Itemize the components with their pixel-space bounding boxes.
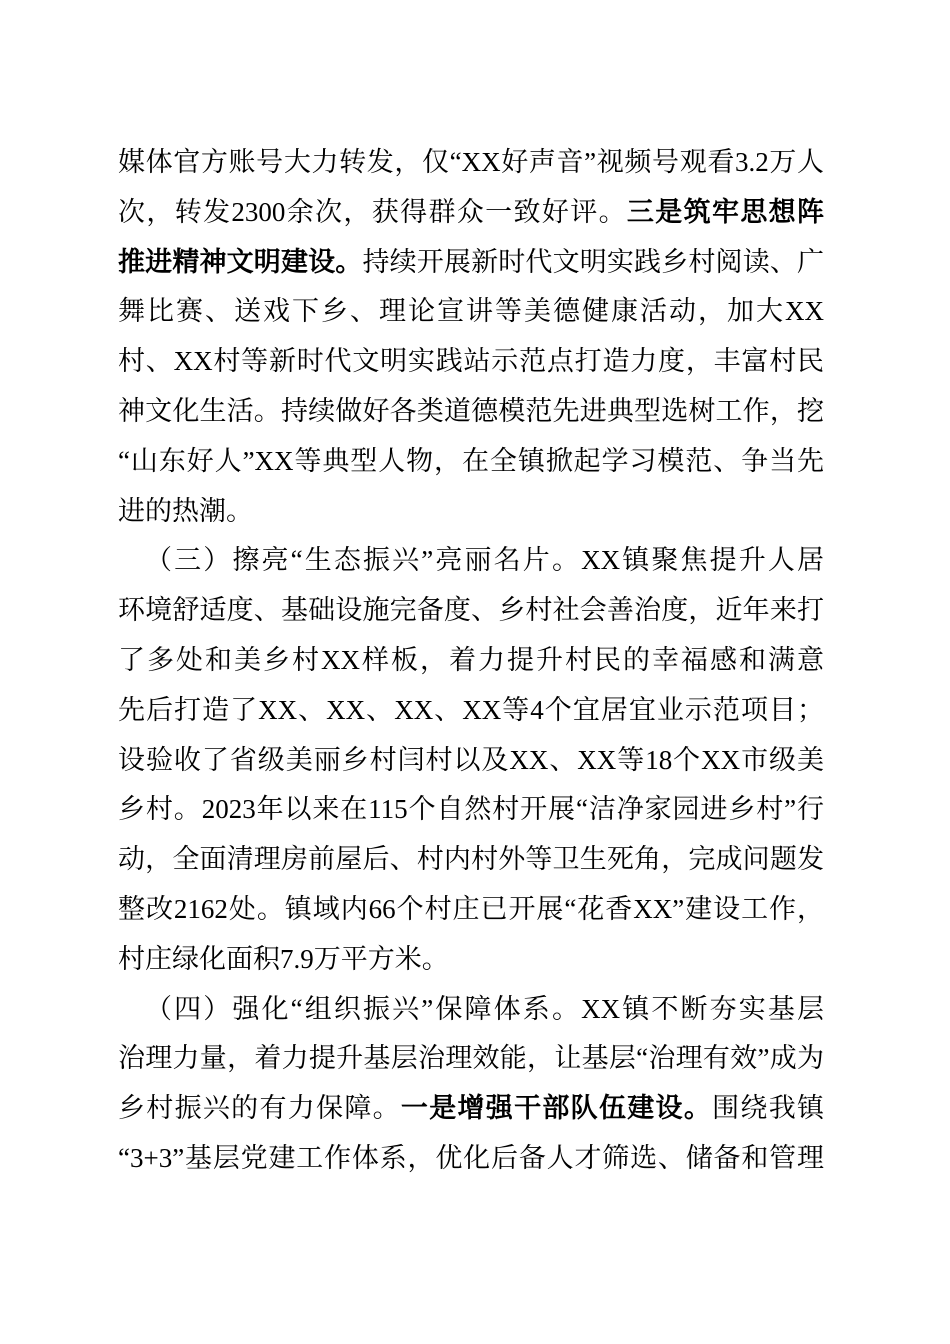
bold-heading-text: 推进精神文明建设。 [118,246,363,277]
text-line [118,736,824,786]
text-line [118,138,824,188]
body-text: 了多处和美乡村XX样板，着力提升村民的幸福感和满意 [118,644,824,675]
text-line [118,238,824,288]
text-line [118,487,824,537]
text-line [118,985,824,1035]
body-text: 乡村振兴的有力保障。 [118,1093,401,1124]
text-line [118,586,824,636]
text-line [118,188,824,238]
text-line [118,636,824,686]
text-line [118,935,824,985]
text-line [118,287,824,337]
body-text: （三）擦亮“生态振兴”亮丽名片。XX镇聚焦提升人居 [145,545,824,576]
text-line [118,835,824,885]
bold-heading-text: 一是增强干部队伍建设。 [400,1093,713,1124]
bold-heading-text: 三是筑牢思想阵 [626,196,824,227]
body-text: 进的热潮。 [118,495,253,526]
text-line [118,1084,824,1134]
text-line [118,337,824,387]
body-text: 围绕我镇 [712,1093,824,1124]
body-text: 治理力量，着力提升基层治理效能，让基层“治理有效”成为 [118,1043,824,1074]
body-text: 舞比赛、送戏下乡、理论宣讲等美德健康活动，加大XX [118,296,824,327]
body-text: 村庄绿化面积7.9万平方米。 [118,943,449,974]
body-text: 媒体官方账号大力转发，仅“XX好声音”视频号观看3.2万人 [118,147,824,177]
text-line [118,437,824,487]
body-text: “3+3”基层党建工作体系，优化后备人才筛选、储备和管理 [118,1142,824,1173]
text-line [118,686,824,736]
text-line [118,785,824,835]
text-line [118,1134,824,1184]
body-text: 持续开展新时代文明实践乡村阅读、广 [362,246,824,277]
text-line [118,885,824,935]
body-text: 环境舒适度、基础设施完备度、乡村社会善治度，近年来打 [118,595,824,626]
text-line [118,387,824,437]
text-line [118,536,824,586]
body-text: 乡村。2023年以来在115个自然村开展“洁净家园进乡村”行 [118,794,824,825]
body-text: 动，全面清理房前屋后、村内村外等卫生死角，完成问题发 [118,844,824,875]
body-text: 次，转发2300余次，获得群众一致好评。 [118,196,627,227]
body-text: 村、XX村等新时代文明实践站示范点打造力度，丰富村民 [118,346,824,377]
body-text: 神文化生活。持续做好各类道德模范先进典型选树工作，挖 [118,395,824,426]
body-text: “山东好人”XX等典型人物，在全镇掀起学习模范、争当先 [118,445,824,476]
body-text: 设验收了省级美丽乡村闫村以及XX、XX等18个XX市级美 [118,744,824,775]
document-page [118,138,824,1184]
text-line [118,1034,824,1084]
body-text: 整改2162处。镇域内66个村庄已开展“花香XX”建设工作， [118,893,824,924]
body-text: 先后打造了XX、XX、XX、XX等4个宜居宜业示范项目； [118,694,824,725]
body-text: （四）强化“组织振兴”保障体系。XX镇不断夯实基层 [145,993,824,1024]
